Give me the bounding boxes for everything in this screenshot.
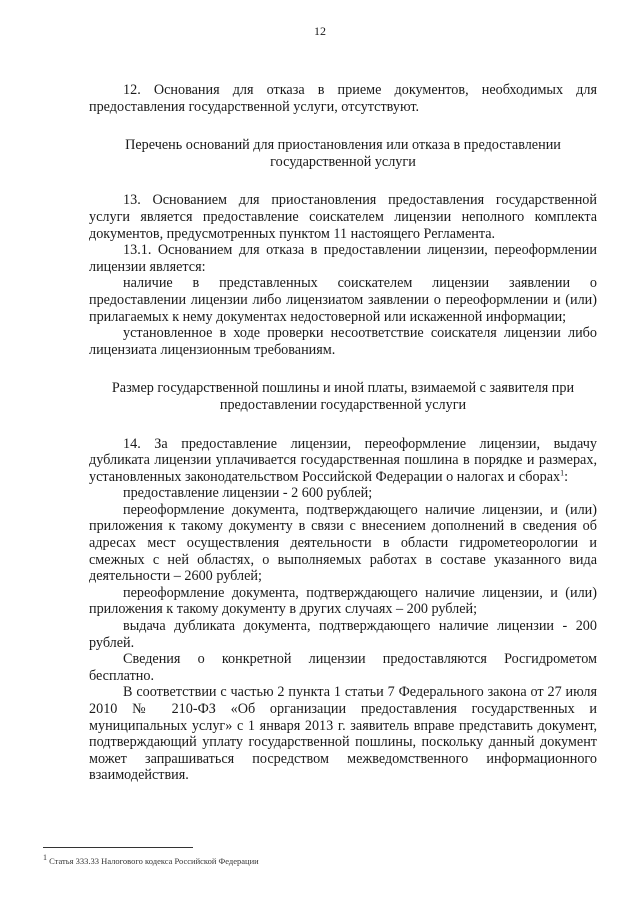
paragraph-13-1: 13.1. Основанием для отказа в предоставлении лицензии, переоформлении лицензии является:: [89, 242, 597, 275]
paragraph-14-c: переоформление документа, подтверждающего наличие лицензии, и (или) приложения к такому документу в других случаях – 200 рублей;: [89, 584, 597, 618]
paragraph-14: [89, 436, 597, 486]
footnote-marker: 1: [43, 853, 47, 863]
paragraph-13: 13. Основанием для приостановления предоставления государственной услуги является предоставление соискателем лицензии неполного комплекта документов, предусмотренных пунктом 11 настоящего Регламента.: [89, 192, 597, 242]
paragraph-14-text: 14. За предоставление лицензии, переоформление лицензии, выдачу дубликата лицензии уплачивается государственная пошлина в порядке и размерах, установленных законодательством Российской Федерации о налогах и сборах: [89, 435, 597, 485]
paragraph-14-e: Сведения о конкретной лицензии предоставляются Росгидрометом бесплатно.: [89, 651, 597, 684]
paragraph-14-f: В соответствии с частью 2 пункта 1 статьи 7 Федерального закона от 27 июля 2010 № 210-ФЗ «Об организации предоставления государственных и муниципальных услуг» с 1 января 2013 г. заявитель вправе представить документ, подтверждающий уплату государственной пошлины, поскольку данный документ может запрашиваться посредством межведомственного информационного взаимодействия.: [89, 684, 597, 784]
footnote: [43, 853, 259, 866]
footnote-reference[interactable]: 1: [560, 467, 565, 477]
paragraph-13-1-a: наличие в представленных соискателем лицензии заявлении о предоставлении лицензии либо лицензиатом заявлении о переоформлении и (или) прилагаемых к нему документах недостоверной или искаженной информации;: [89, 275, 597, 325]
paragraph-14-tail: :: [564, 468, 569, 485]
paragraph-14-b: переоформление документа, подтверждающего наличие лицензии, и (или) приложения к такому документу в связи с внесением дополнений в сведения об адресах мест осуществления деятельности в области гидрометеорологии и смежных с ней областях, о выполняемых работах в составе указанного вида деятельности – 2600 рублей;: [89, 501, 597, 585]
footnote-text: Статья 333.33 Налогового кодекса Российской Федерации: [49, 856, 259, 866]
section-heading-grounds: Перечень оснований для приостановления или отказа в предоставлении государственной услуги: [125, 137, 561, 170]
page-number: 12: [314, 24, 326, 38]
document-body: [89, 82, 597, 784]
paragraph-14-a: предоставление лицензии - 2 600 рублей;: [123, 485, 373, 502]
section-heading-fee: Размер государственной пошлины и иной платы, взимаемой с заявителя при предоставлении государственной услуги: [111, 380, 575, 413]
paragraph-12: 12. Основания для отказа в приеме документов, необходимых для предоставления государственной услуги, отсутствуют.: [89, 82, 597, 115]
paragraph-13-1-b: установленное в ходе проверки несоответствие соискателя лицензии либо лицензиата лицензионным требованиям.: [89, 325, 597, 358]
paragraph-14-d: выдача дубликата документа, подтверждающего наличие лицензии - 200 рублей.: [89, 618, 597, 651]
footnote-divider: [43, 847, 193, 848]
